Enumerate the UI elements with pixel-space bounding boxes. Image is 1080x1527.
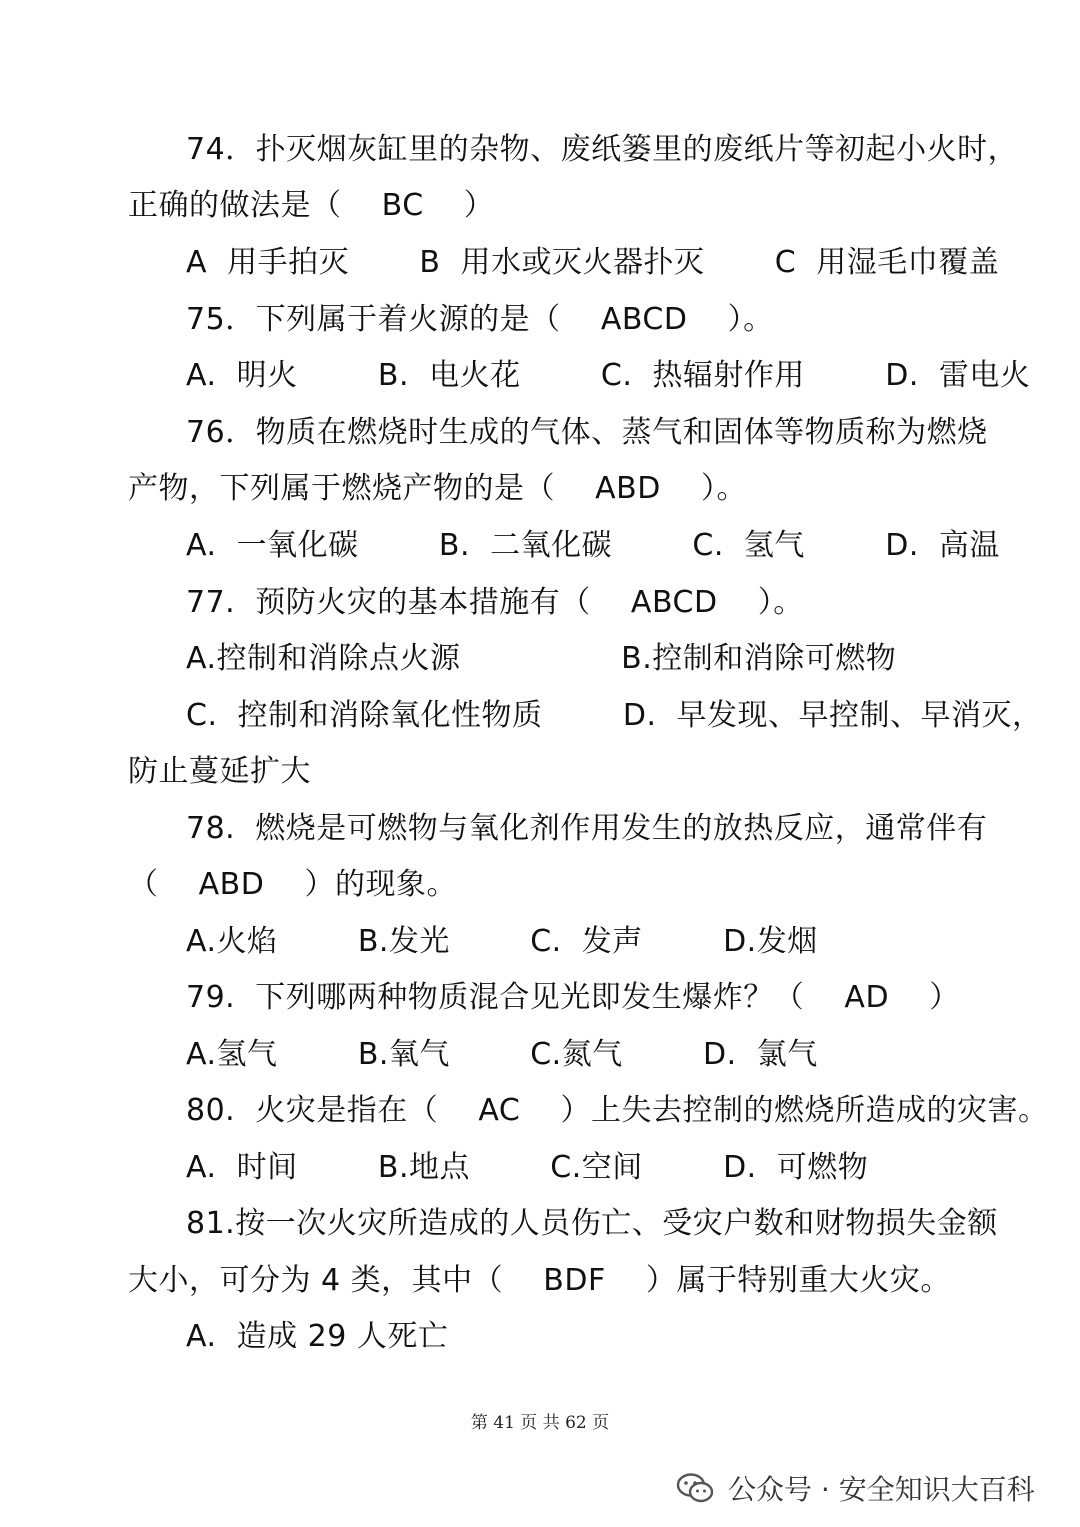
watermark-text: 公众号 · 安全知识大百科 [728, 1473, 1035, 1506]
q76-stem-line1: 76．物质在燃烧时生成的气体、蒸气和固体等物质称为燃烧 [186, 415, 988, 450]
q76-stem-line2: 产物，下列属于燃烧产物的是（ ABD ）。 [128, 471, 747, 506]
q75-stem: 75．下列属于着火源的是（ ABCD ）。 [186, 302, 774, 337]
q77-options-cont: 防止蔓延扩大 [128, 754, 311, 789]
q77-options-cd: C. 控制和消除氧化性物质 D. 早发现、早控制、早消灭， [186, 698, 1043, 733]
q76-options: A. 一氧化碳 B. 二氧化碳 C. 氢气 D. 高温 [186, 528, 1000, 563]
q78-stem-line2: （ ABD ）的现象。 [128, 867, 457, 902]
q81-option-a: A. 造成 29 人死亡 [186, 1319, 449, 1354]
q79-stem: 79. 下列哪两种物质混合见光即发生爆炸？（ AD ） [186, 980, 960, 1015]
q74-stem-line1: 74．扑灭烟灰缸里的杂物、废纸篓里的废纸片等初起小火时， [186, 132, 1019, 167]
q81-stem-line1: 81.按一次火灾所造成的人员伤亡、受灾户数和财物损失金额 [186, 1206, 998, 1241]
q80-options: A. 时间 B.地点 C.空间 D. 可燃物 [186, 1150, 869, 1185]
q80-stem: 80. 火灾是指在（ AC ）上失去控制的燃烧所造成的灾害。 [186, 1093, 1049, 1128]
wechat-icon [676, 1473, 714, 1503]
q74-options: A 用手拍灭 B 用水或灭火器扑灭 C 用湿毛巾覆盖 [186, 245, 1000, 280]
q75-options: A. 明火 B. 电火花 C. 热辐射作用 D. 雷电火 [186, 358, 1031, 393]
watermark [676, 1466, 1035, 1510]
q78-stem-line1: 78. 燃烧是可燃物与氧化剂作用发生的放热反应，通常伴有 [186, 811, 988, 846]
q74-stem-line2: 正确的做法是（ BC ） [128, 188, 495, 223]
page-number: 第 41 页 共 62 页 [470, 1413, 610, 1433]
q79-options: A.氢气 B.氧气 C.氮气 D. 氯气 [186, 1037, 818, 1072]
q77-options-ab: A.控制和消除点火源 B.控制和消除可燃物 [186, 641, 897, 676]
q78-options: A.火焰 B.发光 C. 发声 D.发烟 [186, 924, 818, 959]
q77-stem: 77. 预防火灾的基本措施有（ ABCD ）。 [186, 585, 804, 620]
q81-stem-line2: 大小，可分为 4 类，其中（ BDF ）属于特别重大火灾。 [128, 1263, 951, 1298]
